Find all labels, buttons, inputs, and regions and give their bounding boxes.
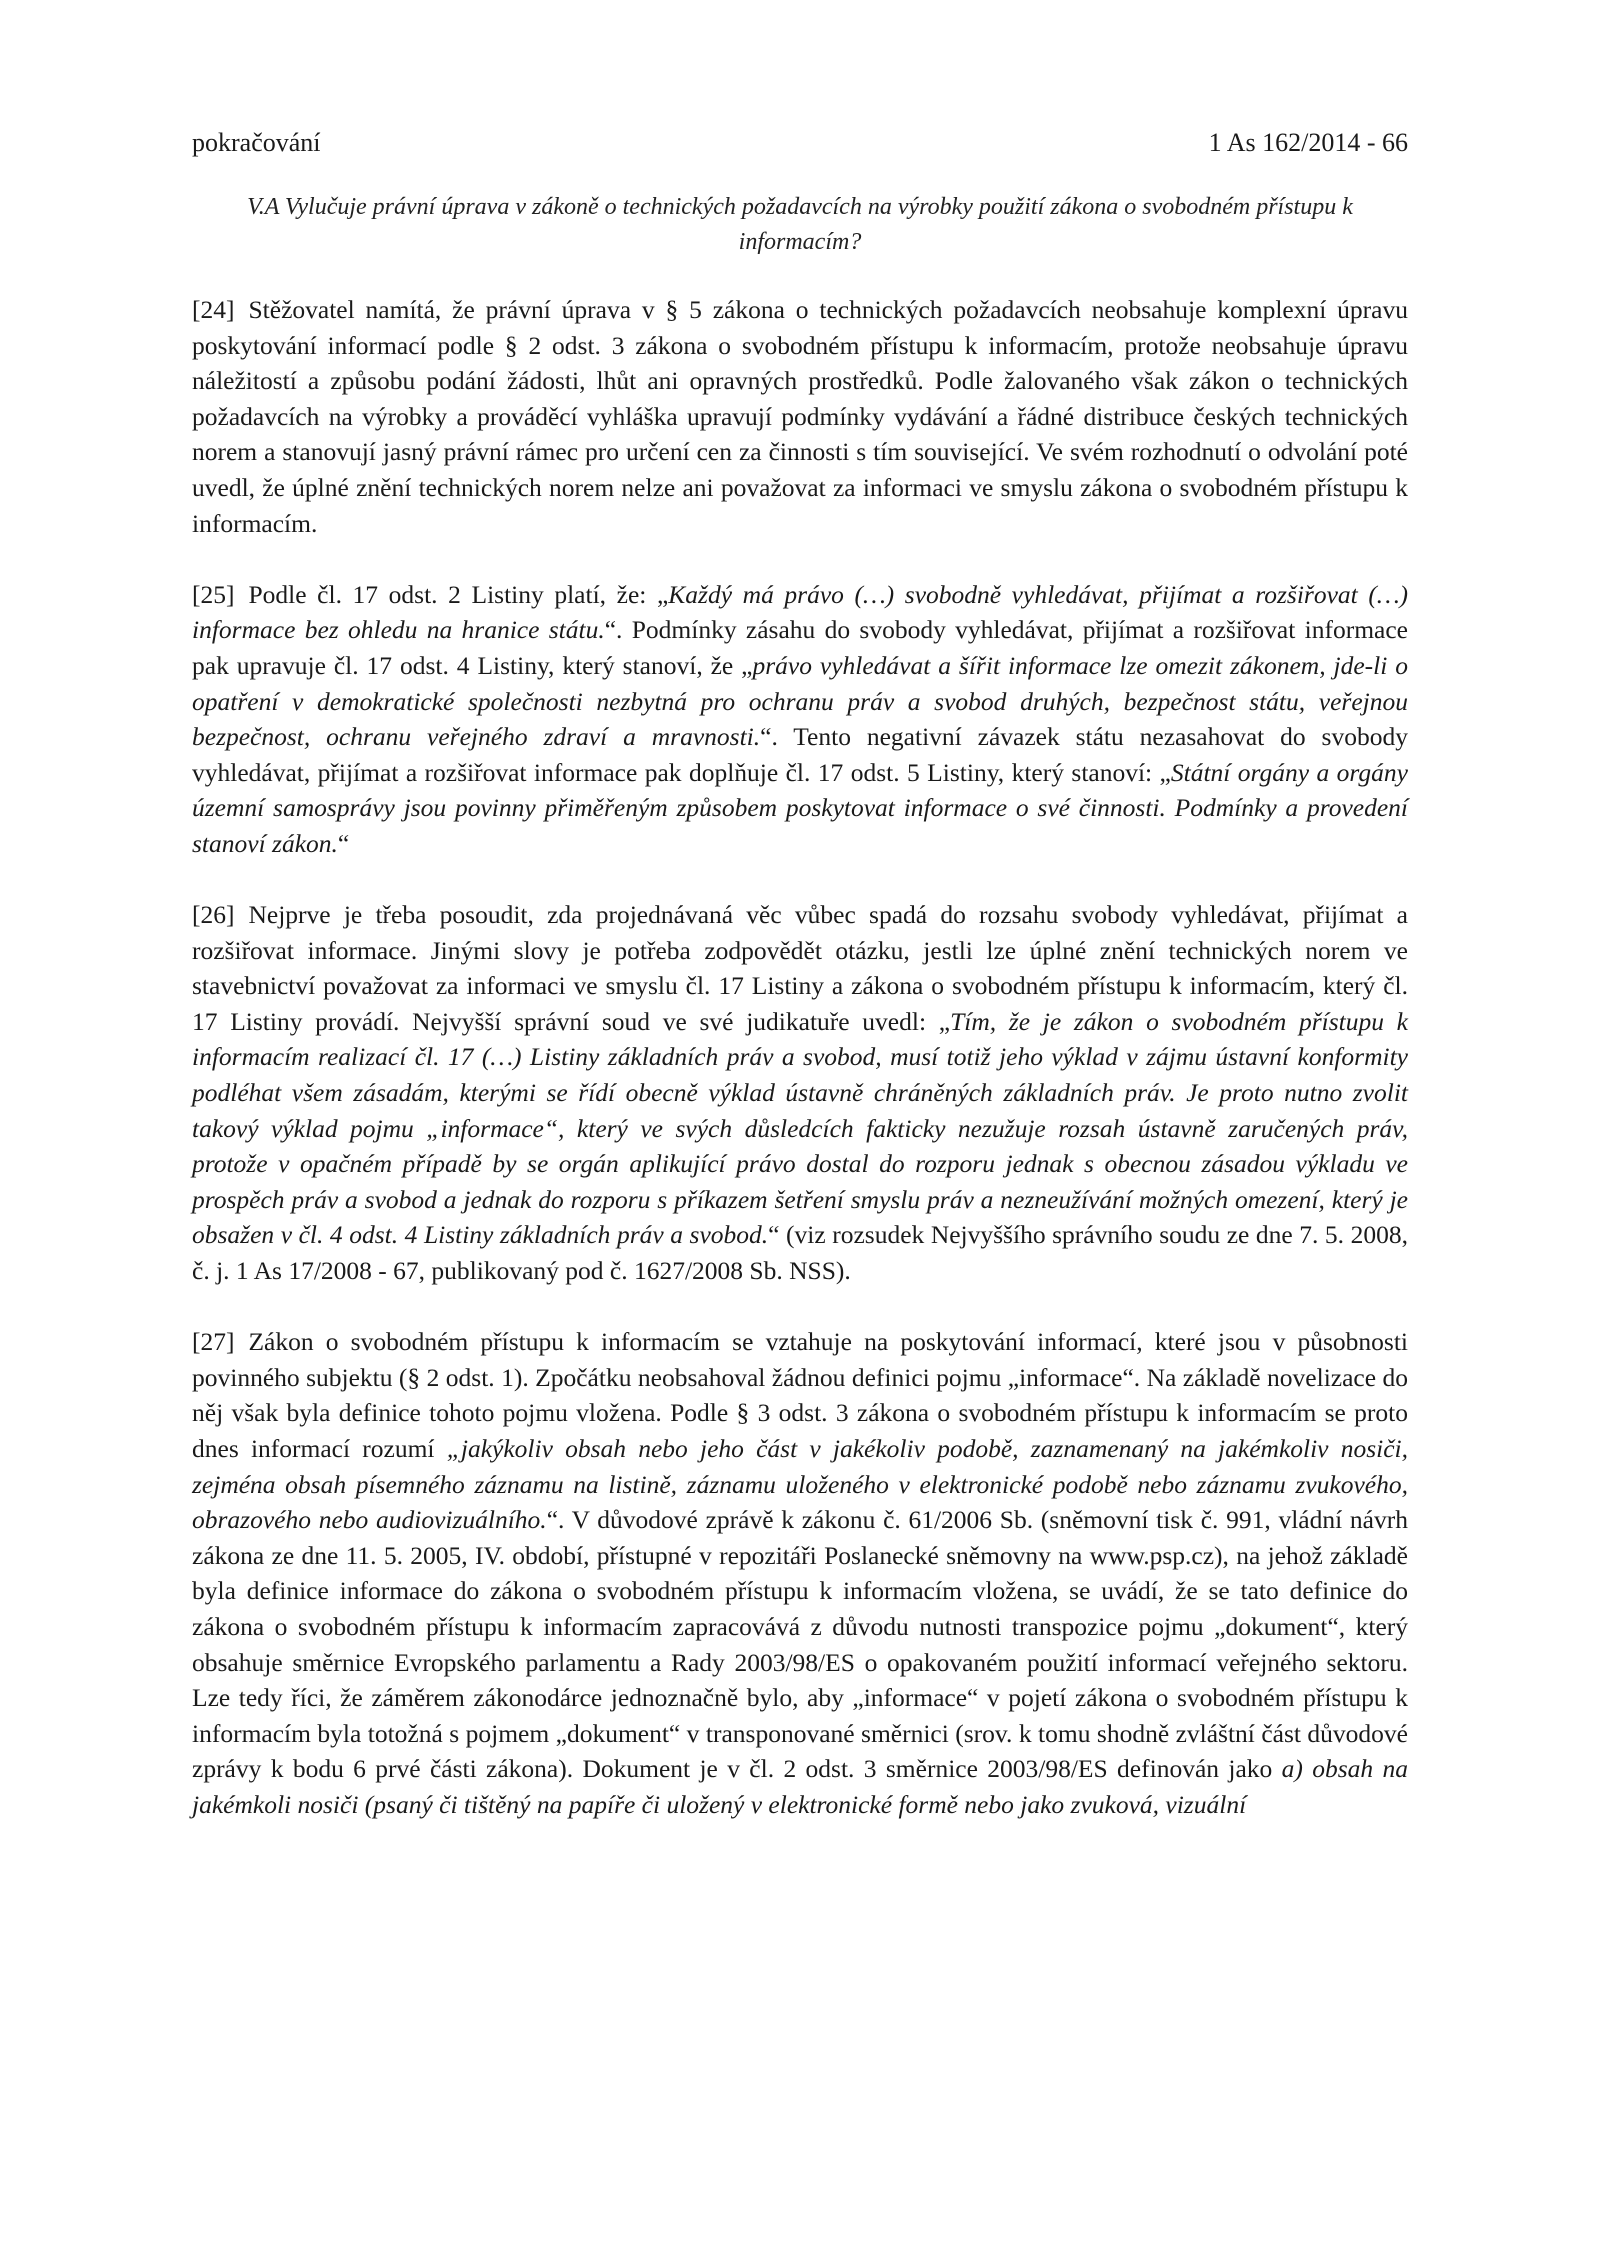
page-header xyxy=(192,128,1408,158)
paragraph-text: “ xyxy=(337,828,350,858)
paragraph-25 xyxy=(192,577,1408,862)
quotation: Každý má právo (…) svobodně vyhledávat, přijímat a rozšiřovat (…) informace bez ohledu na hranice státu. xyxy=(192,579,1408,645)
quotation: „jakýkoliv obsah nebo jeho část v jakékoliv podobě, zaznamenaný na jakémkoliv nosiči, zejména obsah písemného záznamu na listině, záznamu uloženého v elektronické podobě nebo záznamu zvukového, obrazového nebo audiovizuálního. xyxy=(192,1434,1408,1535)
paragraph-text: “ (viz rozsudek Nejvyššího správního soudu ze dne 7. 5. 2008, č. j. 1 As 17/2008 - 67, publikovaný pod č. 1627/2008 Sb. NSS). xyxy=(192,1220,1408,1286)
quotation: Tím, že je zákon o svobodném přístupu k informacím realizací čl. 17 (…) Listiny základních práv a svobod, musí totiž jeho výklad v zájmu ústavní konformity podléhat všem zásadám, kterými se řídí obecně výklad ústavně chráněných základních práv. Je proto nutno zvolit takový výklad pojmu „informace“, který ve svých důsledcích fakticky nezužuje rozsah ústavně zaručených práv, protože v opačném případě by se orgán aplikující právo dostal do rozporu jednak s obecnou zásadou výkladu ve prospěch práv a svobod a jednak do rozporu s příkazem šetření smyslu práv a nezneužívání možných omezení, který je obsažen v čl. 4 odst. 4 Listiny základních práv a svobod. xyxy=(192,1006,1408,1250)
header-case-number: 1 As 162/2014 - 66 xyxy=(1208,128,1408,157)
paragraph-number: [25] xyxy=(192,579,235,609)
paragraph-text: Nejprve je třeba posoudit, zda projednávaná věc vůbec spadá do rozsahu svobody vyhledávat, přijímat a rozšiřovat informace. Jinými slovy je potřeba zodpovědět otázku, jestli lze úplné znění technických norem ve stavebnictví považovat za informaci ve smyslu čl. 17 Listiny a zákona o svobodném přístupu k informacím, který čl. 17 Listiny provádí. Nejvyšší správní soud ve své judikatuře uvedl: „ xyxy=(192,900,1408,1036)
header-continuation: pokračování xyxy=(192,128,321,157)
paragraph-number: [27] xyxy=(192,1327,235,1357)
quotation: Státní orgány a orgány územní samosprávy jsou povinny přiměřeným způsobem poskytovat informace o své činnosti. Podmínky a provedení stanoví zákon. xyxy=(192,757,1408,858)
section-heading: V.A Vylučuje právní úprava v zákoně o technických požadavcích na výrobky použití zákona o svobodném přístupu k informacím? xyxy=(247,194,1353,255)
paragraph-text: “. Podmínky zásahu do svobody vyhledávat, přijímat a rozšiřovat informace pak upravuje čl. 17 odst. 4 Listiny, který stanoví, že „ xyxy=(192,615,1408,680)
paragraph-27 xyxy=(192,1324,1408,1822)
quotation: právo vyhledávat a šířit informace lze omezit zákonem, jde-li o opatření v demokratické společnosti nezbytná pro ochranu práv a svobod druhých, bezpečnost státu, veřejnou bezpečnost, ochranu veřejného zdraví a mravnosti. xyxy=(192,650,1408,752)
paragraph-text: Zákon o svobodném přístupu k informacím se vztahuje na poskytování informací, které jsou v působnosti povinného subjektu (§ 2 odst. 1). Zpočátku neobsahoval žádnou definici pojmu „informace“. Na základě novelizace do něj však byla definice tohoto pojmu vložena. Podle § 3 odst. 3 zákona o svobodném přístupu k informacím se proto dnes informací rozumí xyxy=(192,1327,1408,1463)
document-body xyxy=(192,292,1408,1858)
paragraph-text: “. V důvodové zprávě k zákonu č. 61/2006 Sb. (sněmovní tisk č. 991, vládní návrh zákona ze dne 11. 5. 2005, IV. období, přístupné v repozitáři Poslanecké sněmovny na www.psp.cz), na jehož základě byla definice informace do zákona o svobodném přístupu k informacím vložena, se uvádí, že se tato definice do zákona o svobodném přístupu k informacím zapracovává z důvodu nutnosti transpozice pojmu „dokument“, který obsahuje směrnice Evropského parlamentu a Rady 2003/98/ES o opakovaném použití informací veřejného sektoru. Lze tedy říci, že záměrem zákonodárce jednoznačně bylo, aby „informace“ v pojetí zákona o svobodném přístupu k informacím byla totožná s pojmem „dokument“ v transponované směrnici (srov. k tomu shodně zvláštní část důvodové zprávy k bodu 6 prvé části zákona). Dokument je v čl. 2 odst. 3 směrnice 2003/98/ES definován jako xyxy=(192,1505,1408,1784)
quotation: a) obsah na jakémkoli nosiči (psaný či tištěný na papíře či uložený v elektronické formě nebo jako zvuková, vizuální xyxy=(192,1754,1408,1819)
paragraph-text: “. Tento negativní závazek státu nezasahovat do svobody vyhledávat, přijímat a rozšiřovat informace pak doplňuje čl. 17 odst. 5 Listiny, který stanoví: „ xyxy=(192,722,1408,787)
paragraph-text: Stěžovatel namítá, že právní úprava v § 5 zákona o technických požadavcích neobsahuje komplexní úpravu poskytování informací podle § 2 odst. 3 zákona o svobodném přístupu k informacím, protože neobsahuje úpravu náležitostí a způsobu podání žádosti, lhůt ani opravných prostředků. Podle žalovaného však zákon o technických požadavcích na výrobky a prováděcí vyhláška upravují podmínky vydávání a řádné distribuce českých technických norem a stanovují jasný právní rámec pro určení cen za činnosti s tím související. Ve svém rozhodnutí o odvolání poté uvedl, že úplné znění technických norem nelze ani považovat za informaci ve smyslu zákona o svobodném přístupu k informacím. xyxy=(192,295,1408,538)
paragraph-text: Podle čl. 17 odst. 2 Listiny platí, že: „ xyxy=(248,579,669,609)
paragraph-number: [24] xyxy=(192,295,235,324)
paragraph-24 xyxy=(192,292,1408,541)
paragraph-26 xyxy=(192,897,1408,1289)
paragraph-number: [26] xyxy=(192,900,235,930)
